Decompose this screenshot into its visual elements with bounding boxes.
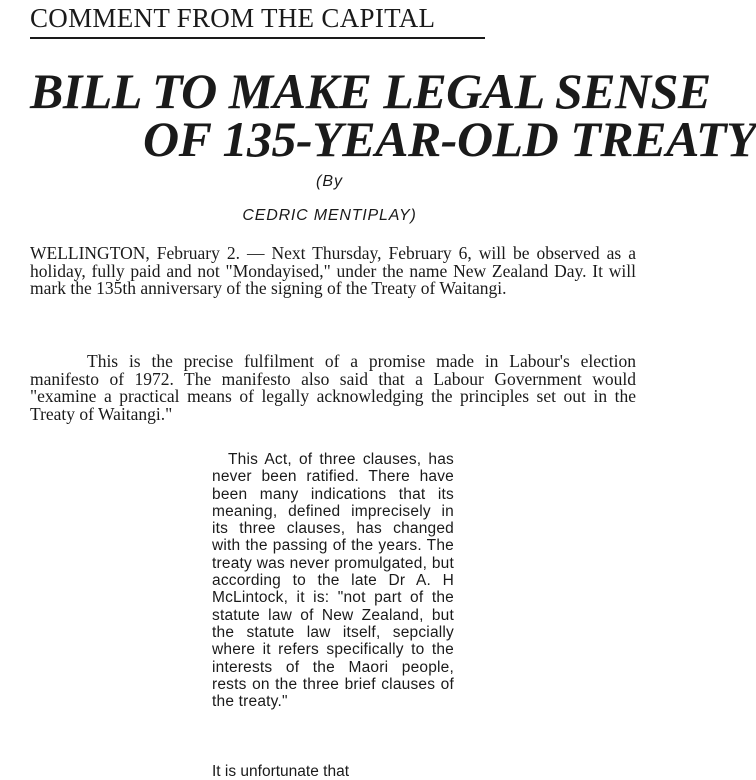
headline-line-2: OF 135-YEAR-OLD TREATY	[143, 111, 756, 167]
byline-name: CEDRIC MENTIPLAY)	[242, 207, 417, 224]
column-paragraph: This Act, of three clauses, has never been ratified. There have been many indications that its meaning, defined imprecisely in its three clauses, has changed with the passing of the years. The treaty was never promulgated, but according to the late Dr A. H McLintock, it is: "not part of the statute law of New Zealand, but the statute law itself, sepcially where it refers specifically to the interests of the Maori people, rests on the three brief clauses of the treaty."	[212, 451, 454, 711]
byline-prefix: (By	[316, 173, 343, 190]
column-continuation: It is unfortunate that	[212, 763, 350, 780]
section-kicker: COMMENT FROM THE CAPITAL	[30, 3, 436, 33]
body-paragraph-1: WELLINGTON, February 2. — Next Thursday, February 6, will be observed as a holiday, fully paid and not "Mondayised," under the name New Zealand Day. It will mark the 135th anniversary of the signing of the Treaty of Waitangi.	[30, 243, 636, 298]
kicker-rule	[30, 4, 485, 39]
body-paragraph-2: This is the precise fulfilment of a promise made in Labour's election manifesto of 1972. The manifesto also said that a Labour Government would "examine a practical means of legally acknowledging the principles set out in the Treaty of Waitangi."	[30, 351, 636, 424]
headline-line-1: BILL TO MAKE LEGAL SENSE	[30, 63, 711, 119]
